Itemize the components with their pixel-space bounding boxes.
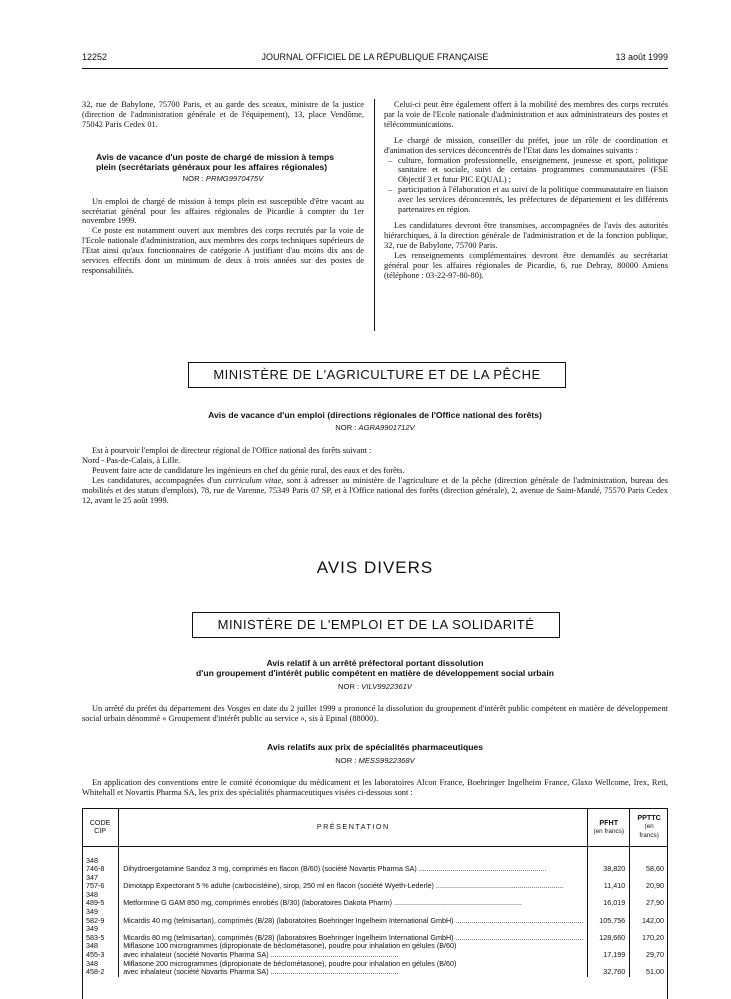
presentation-line: Miflasone 100 microgrammes (dipropionate de béclométasone), poudre pour inhalation en gélules (B/60)	[123, 942, 457, 951]
cell-pfht: 17,199	[588, 942, 630, 959]
ministry-title: MINISTÈRE DE L'AGRICULTURE ET DE LA PÊCHE	[213, 367, 541, 382]
section-title: AVIS DIVERS	[316, 558, 434, 577]
price-table	[82, 808, 668, 977]
paragraph: En application des conventions entre le comité économique du médicament et les laboratoires Alcon France, Boehringer Ingelheim France, Glaxo Wellcome, Irex, Reti, Whitehall et Novartis Pharma SA, les prix des spécialités pharmaceutiques visées ci-dessous sont :	[82, 778, 668, 797]
presentation-line: Micardis 80 mg (telmisartan), comprimés (B/28) (laboratoires Boehringer Ingelheim International GmbH) ................................................................	[123, 933, 584, 942]
notice-title-line: Avis relatif à un arrêté préfectoral portant dissolution	[266, 658, 484, 668]
agriculture-notice-body	[82, 446, 668, 505]
left-column	[82, 100, 364, 276]
paragraph: Celui-ci peut être également offert à la mobilité des membres des corps recrutés par la voie de l'Ecole nationale d'administration et aux administrateurs des postes et télécommunications.	[384, 100, 668, 129]
issue-date: 13 août 1999	[615, 52, 668, 62]
cell-pfht: 16,019	[588, 891, 630, 908]
pfht-unit: (en francs)	[593, 827, 625, 835]
cell-ppttc: 29,70	[646, 950, 664, 960]
text-fragment: , sont à adresser au ministère de l'agriculture et de la pêche (direction générale de l'administration, bureau des mobilités et des statuts d'emplois), 78, rue de Varenne, 75349 Paris 07 SP, et à l'Office national des forêts (direction générale), 2, avenue de Saint-Mandé, 75570 Paris Cedex 12, avant le 25 août 1999.	[82, 475, 669, 505]
table-header-row	[82, 808, 668, 847]
cell-code: 348 489-5	[82, 891, 119, 908]
paragraph: Les candidatures devront être transmises, accompagnées de l'avis des autorités hiérarchiques, à la direction générale de l'administration et de la fonction publique, 32, rue de Babylone, 75700 Paris.	[384, 220, 668, 250]
cell-ppttc: 27,90	[646, 898, 664, 908]
paragraph: Nord - Pas-de-Calais, à Lille.	[82, 455, 181, 465]
cell-presentation	[119, 908, 588, 925]
cell-pfht: 128,660	[588, 925, 630, 942]
presentation-line: Miflasone 200 microgrammes (dipropionate de béclométasone), poudre pour inhalation en gélules (B/60)	[123, 959, 457, 968]
cell-presentation	[119, 925, 588, 942]
nor-code: PRMG9970475V	[205, 173, 264, 183]
cell-presentation	[119, 857, 588, 874]
presentation-line: avec inhalateur (société Novartis Pharma SA) ................................................................	[123, 968, 399, 977]
nor-label: NOR :	[338, 682, 360, 691]
nor-label: NOR :	[335, 423, 357, 432]
ministry-title: MINISTÈRE DE L'EMPLOI ET DE LA SOLIDARITÉ	[217, 617, 535, 632]
cell-code: 348 458-2	[82, 960, 119, 977]
cell-presentation	[119, 891, 588, 908]
cell-pfht: 105,756	[588, 908, 630, 925]
cell-presentation	[119, 874, 588, 891]
notice-title: Avis de vacance d'un poste de chargé de mission à temps plein (secrétariats généraux pour les affaires régionales)	[96, 151, 334, 172]
ppttc-unit: (en francs)	[639, 823, 659, 839]
ppttc-label: PPTTC	[637, 813, 661, 822]
notice-title: Avis de vacance d'un emploi (directions régionales de l'Office national des forêts)	[208, 410, 542, 420]
paragraph: Le chargé de mission, conseiller du préfet, joue un rôle de coordination et d'animation des services déconcentrés de l'Etat dans les domaines suivants :	[384, 135, 668, 155]
page-header	[82, 52, 668, 66]
presentation-line: Dihydroergotamine Sandoz 3 mg, comprimés en flacon (B/60) (société Novartis Pharma SA) ................................................................	[123, 865, 547, 874]
cell-ppttc: 20,90	[646, 881, 664, 891]
paragraph	[82, 476, 668, 506]
notice-title-line: d'un groupement d'intérêt public compétent en matière de développement social urbain	[196, 668, 554, 678]
column-header-pfht	[588, 808, 630, 847]
list-item: – culture, formation professionnelle, enseignement, jeunesse et sport, politique sanitaire et sociale, suivi de certains programmes communautaires (FSE Objectif 3 et futur PIC EQUAL) ;	[398, 156, 668, 186]
nor-code: VILV9922361V	[361, 682, 412, 691]
pfht-label: PFHT	[599, 817, 619, 827]
nor-reference	[82, 423, 668, 433]
cell-pfht: 38,820	[588, 857, 630, 874]
column-header-ppttc	[630, 808, 668, 847]
table-row	[82, 891, 668, 908]
journal-title: JOURNAL OFFICIEL DE LA RÉPUBLIQUE FRANÇAISE	[261, 52, 489, 62]
cell-ppttc: 142,00	[642, 915, 664, 925]
column-header-presentation: PRÉSENTATION	[119, 808, 588, 847]
cell-code: 348 746-8	[82, 857, 119, 874]
header-rule	[82, 68, 668, 69]
cell-presentation	[119, 960, 588, 977]
column-header-code: CODE CIP	[82, 808, 119, 847]
cell-pfht: 32,760	[588, 960, 630, 977]
spacer-row	[82, 847, 668, 857]
table-row	[82, 942, 668, 959]
notice-body	[82, 778, 668, 798]
table-row	[82, 908, 668, 925]
paragraph: Un arrêté du préfet du département des Vosges en date du 2 juillet 1999 a prononcé la dissolution du groupement d'intérêt public compétent en matière de développement social urbain dénommé « Groupement d'intérêt public au service », sis à Epinal (88000).	[82, 704, 668, 723]
cell-presentation	[119, 942, 588, 959]
ministry-box-emploi	[192, 612, 560, 638]
domain-list	[384, 156, 668, 215]
nor-label: NOR :	[335, 756, 357, 765]
text-fragment-italic: curriculum vitae	[224, 475, 282, 485]
text-fragment: Les candidatures, accompagnées d'un	[92, 475, 225, 485]
notice-title: Avis relatifs aux prix de spécialités pharmaceutiques	[266, 742, 484, 752]
cell-code: 349 582-9	[82, 908, 119, 925]
cell-code: 347 757-6	[82, 874, 119, 891]
price-table-body	[82, 847, 668, 977]
intro-paragraph: 32, rue de Babylone, 75700 Paris, et au garde des sceaux, ministre de la justice (direction de l'administration générale et de l'équipement), 13, place Vendôme, 75042 Paris Cedex 01.	[82, 100, 364, 129]
nor-reference	[82, 174, 364, 184]
paragraph: Ce poste est notamment ouvert aux membres des corps recrutés par la voie de l'Ecole nationale d'administration, aux membres des corps techniques supérieurs de l'Etat ainsi qu'aux fonctionnaires de catégorie A justifiant d'au moins dix ans de services effectifs dont un minimum de deux à trois années sur des postes de responsabilités.	[82, 226, 364, 275]
presentation-line: Micardis 40 mg (telmisartan), comprimés (B/28) (laboratoires Boehringer Ingelheim International GmbH) ................................................................	[123, 916, 584, 925]
cell-code: 349 583-5	[82, 925, 119, 942]
table-row	[82, 925, 668, 942]
cell-code: 348 455-3	[82, 942, 119, 959]
table-row	[82, 874, 668, 891]
cell-ppttc: 51,00	[646, 967, 664, 977]
cell-pfht: 11,410	[588, 874, 630, 891]
notice-body	[82, 704, 668, 724]
ministry-box-agriculture	[188, 362, 566, 388]
nor-code: AGRA9901712V	[358, 423, 415, 432]
paragraph: Peuvent faire acte de candidature les ingénieurs en chef du génie rural, des eaux et des forêts.	[92, 465, 405, 475]
nor-code: MESS9922368V	[358, 756, 415, 765]
column-divider	[374, 99, 375, 331]
paragraph: Les renseignements complémentaires devront être demandés au secrétariat général pour les affaires régionales de Picardie, 6, rue Debray, 80000 Amiens (téléphone : 03-22-97-80-80).	[384, 250, 668, 280]
paragraph: Est à pourvoir l'emploi de directeur régional de l'Office national des forêts suivant :	[92, 446, 372, 455]
presentation-line: Dimotapp Expectorant 5 % adulte (carbocistéine), sirop, 250 ml en flacon (société Wyeth-Lederle) ................................................................	[123, 882, 564, 891]
right-column	[384, 100, 668, 280]
nor-label: NOR :	[182, 173, 204, 183]
table-row	[82, 960, 668, 977]
list-item: – participation à l'élaboration et au suivi de la politique communautaire en liaison avec les services déconcentrés, les préfectures de département et les différents partenaires en région.	[398, 185, 668, 215]
page-number: 12252	[82, 52, 108, 62]
presentation-line: avec inhalateur (société Novartis Pharma SA) ................................................................	[123, 951, 399, 960]
paragraph: Un emploi de chargé de mission à temps plein est susceptible d'être vacant au secrétariat général pour les affaires régionales de Picardie à compter du 1er novembre 1999.	[82, 196, 364, 226]
cell-ppttc: 58,60	[646, 864, 664, 874]
presentation-line: Metformine G GAM 850 mg, comprimés enrobés (B/30) (laboratoires Dakota Pharm) ................................................................	[123, 899, 522, 908]
cell-ppttc: 170,20	[642, 932, 664, 942]
nor-reference	[82, 682, 668, 692]
table-row	[82, 857, 668, 874]
nor-reference	[82, 756, 668, 766]
